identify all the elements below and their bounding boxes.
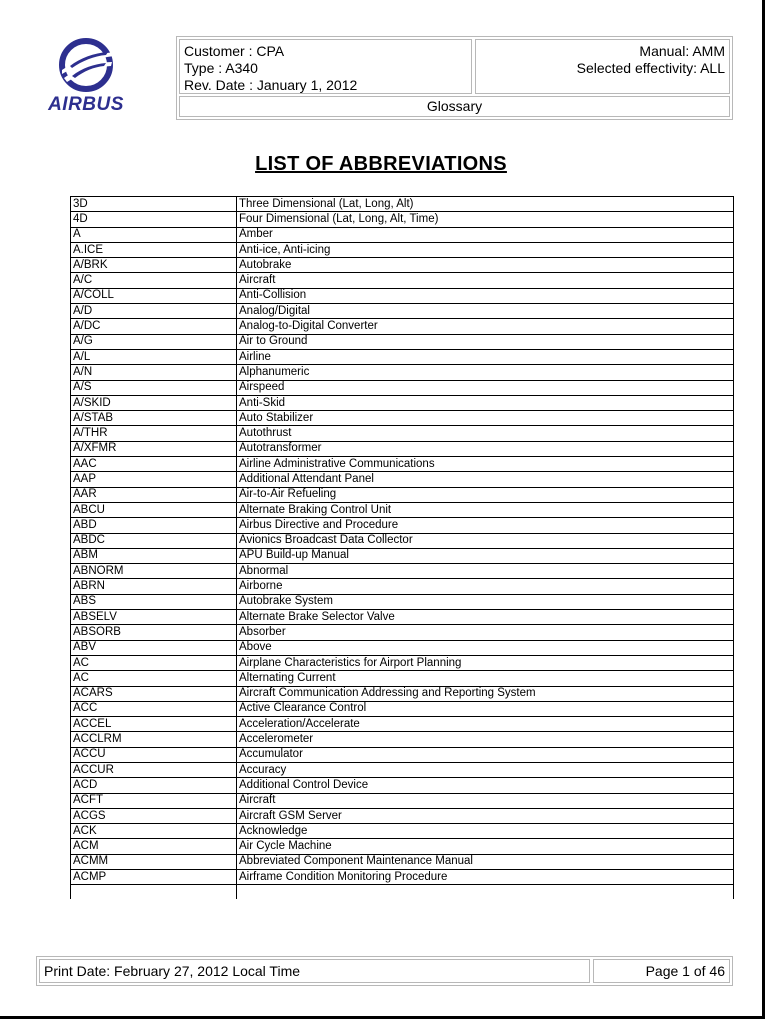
abbreviation-cell: ABM [71,548,237,563]
document-header [176,36,733,120]
table-row [71,594,734,609]
table-row [71,701,734,716]
table-row [71,717,734,732]
header-section: Glossary [179,96,730,117]
abbreviation-cell: ABRN [71,579,237,594]
definition-cell: Accelerometer [237,732,734,747]
table-row [71,258,734,273]
page-title: LIST OF ABBREVIATIONS [255,153,507,175]
definition-cell: Autotransformer [237,441,734,456]
table-row [71,793,734,808]
definition-cell: Autobrake System [237,594,734,609]
abbreviation-cell: 4D [71,212,237,227]
table-row [71,411,734,426]
table-row [71,273,734,288]
definition-cell: Air-to-Air Refueling [237,487,734,502]
header-type: Type : A340 [184,60,258,76]
header-manual-info [475,39,730,94]
abbreviation-cell: A [71,227,237,242]
definition-cell: Airplane Characteristics for Airport Planning [237,655,734,670]
abbreviation-cell: A/SKID [71,395,237,410]
abbreviation-cell: ACCLRM [71,732,237,747]
abbreviation-cell: AAC [71,457,237,472]
definition-cell: Airspeed [237,380,734,395]
table-row-continuation [71,885,734,900]
definition-cell: Aircraft [237,273,734,288]
table-row [71,625,734,640]
table-row [71,319,734,334]
abbreviation-cell [71,885,237,900]
table-row [71,640,734,655]
definition-cell: Accumulator [237,747,734,762]
table-row [71,655,734,670]
table-row [71,824,734,839]
table-row [71,487,734,502]
table-row [71,610,734,625]
abbreviation-cell: ABCU [71,502,237,517]
table-row [71,854,734,869]
definition-cell: Amber [237,227,734,242]
definition-cell: Air to Ground [237,334,734,349]
table-row [71,334,734,349]
definition-cell: Above [237,640,734,655]
definition-cell: Alphanumeric [237,365,734,380]
table-row [71,395,734,410]
table-row [71,365,734,380]
abbreviation-cell: ABNORM [71,564,237,579]
abbreviation-cell: ACD [71,778,237,793]
header-document-info [179,39,472,94]
definition-cell: Abbreviated Component Maintenance Manual [237,854,734,869]
abbreviation-cell: AAP [71,472,237,487]
abbreviation-cell: ACC [71,701,237,716]
header-rev-date: Rev. Date : January 1, 2012 [184,77,358,93]
abbreviation-cell: ABSORB [71,625,237,640]
abbreviation-cell: A/COLL [71,288,237,303]
table-row [71,747,734,762]
definition-cell: Airborne [237,579,734,594]
abbreviation-cell: A.ICE [71,242,237,257]
definition-cell: Abnormal [237,564,734,579]
abbreviation-cell: ACMM [71,854,237,869]
abbreviation-cell: A/DC [71,319,237,334]
abbreviation-cell: ABD [71,518,237,533]
table-row [71,426,734,441]
definition-cell: Accuracy [237,762,734,777]
table-row [71,502,734,517]
document-footer [36,956,733,986]
table-row [71,564,734,579]
table-row [71,304,734,319]
definition-cell: Alternate Brake Selector Valve [237,610,734,625]
table-row [71,212,734,227]
header-customer: Customer : CPA [184,43,285,59]
definition-cell: Alternating Current [237,671,734,686]
definition-cell: Autobrake [237,258,734,273]
definition-cell: Aircraft Communication Addressing and Reporting System [237,686,734,701]
abbreviations-table-body [71,197,734,900]
definition-cell: Anti-Collision [237,288,734,303]
abbreviation-cell: A/STAB [71,411,237,426]
abbreviation-cell: ACK [71,824,237,839]
definition-cell: APU Build-up Manual [237,548,734,563]
definition-cell: Auto Stabilizer [237,411,734,426]
definition-cell: Active Clearance Control [237,701,734,716]
table-row [71,870,734,885]
abbreviation-cell: ACMP [71,870,237,885]
abbreviation-cell: A/XFMR [71,441,237,456]
definition-cell: Analog-to-Digital Converter [237,319,734,334]
table-row [71,671,734,686]
abbreviation-cell: AC [71,671,237,686]
abbreviation-cell: ACFT [71,793,237,808]
table-row [71,242,734,257]
abbreviations-table [70,196,734,899]
table-row [71,457,734,472]
airbus-globe-icon [34,36,138,96]
table-row [71,732,734,747]
abbreviation-cell: ACM [71,839,237,854]
footer-page-number: Page 1 of 46 [593,959,730,983]
definition-cell: Alternate Braking Control Unit [237,502,734,517]
table-row [71,579,734,594]
abbreviation-cell: A/D [71,304,237,319]
abbreviation-cell: ACARS [71,686,237,701]
table-row [71,380,734,395]
abbreviation-cell: AC [71,655,237,670]
table-row [71,349,734,364]
definition-cell: Air Cycle Machine [237,839,734,854]
table-row [71,472,734,487]
definition-cell: Aircraft [237,793,734,808]
table-row [71,808,734,823]
header-manual: Manual: AMM [639,43,725,59]
abbreviation-cell: ACCU [71,747,237,762]
definition-cell: Anti-ice, Anti-icing [237,242,734,257]
abbreviation-cell: A/THR [71,426,237,441]
abbreviation-cell: AAR [71,487,237,502]
table-row [71,227,734,242]
abbreviation-cell: ABSELV [71,610,237,625]
definition-cell: Airline [237,349,734,364]
abbreviation-cell: A/S [71,380,237,395]
header-effectivity: Selected effectivity: ALL [576,60,725,76]
table-row [71,839,734,854]
abbreviation-cell: A/C [71,273,237,288]
table-row [71,441,734,456]
definition-cell: Analog/Digital [237,304,734,319]
table-row [71,548,734,563]
airbus-logo [34,36,138,118]
abbreviation-cell: ABDC [71,533,237,548]
definition-cell: Four Dimensional (Lat, Long, Alt, Time) [237,212,734,227]
table-row [71,197,734,212]
abbreviation-cell: A/BRK [71,258,237,273]
abbreviation-cell: 3D [71,197,237,212]
definition-cell: Autothrust [237,426,734,441]
definition-cell: Absorber [237,625,734,640]
abbreviation-cell: A/G [71,334,237,349]
definition-cell: Three Dimensional (Lat, Long, Alt) [237,197,734,212]
definition-cell: Avionics Broadcast Data Collector [237,533,734,548]
table-row [71,762,734,777]
table-row [71,533,734,548]
abbreviation-cell: A/L [71,349,237,364]
abbreviation-cell: A/N [71,365,237,380]
footer-print-date: Print Date: February 27, 2012 Local Time [39,959,590,983]
definition-cell: Airframe Condition Monitoring Procedure [237,870,734,885]
table-row [71,778,734,793]
abbreviation-cell: ACGS [71,808,237,823]
table-row [71,686,734,701]
table-row [71,518,734,533]
table-row [71,288,734,303]
definition-cell: Airbus Directive and Procedure [237,518,734,533]
abbreviation-cell: ABS [71,594,237,609]
definition-cell: Acceleration/Accelerate [237,717,734,732]
abbreviation-cell: ACCUR [71,762,237,777]
definition-cell: Additional Control Device [237,778,734,793]
airbus-wordmark: AIRBUS [48,94,124,115]
definition-cell: Aircraft GSM Server [237,808,734,823]
definition-cell: Additional Attendant Panel [237,472,734,487]
abbreviation-cell: ABV [71,640,237,655]
definition-cell: Airline Administrative Communications [237,457,734,472]
definition-cell [237,885,734,900]
definition-cell: Anti-Skid [237,395,734,410]
abbreviation-cell: ACCEL [71,717,237,732]
definition-cell: Acknowledge [237,824,734,839]
